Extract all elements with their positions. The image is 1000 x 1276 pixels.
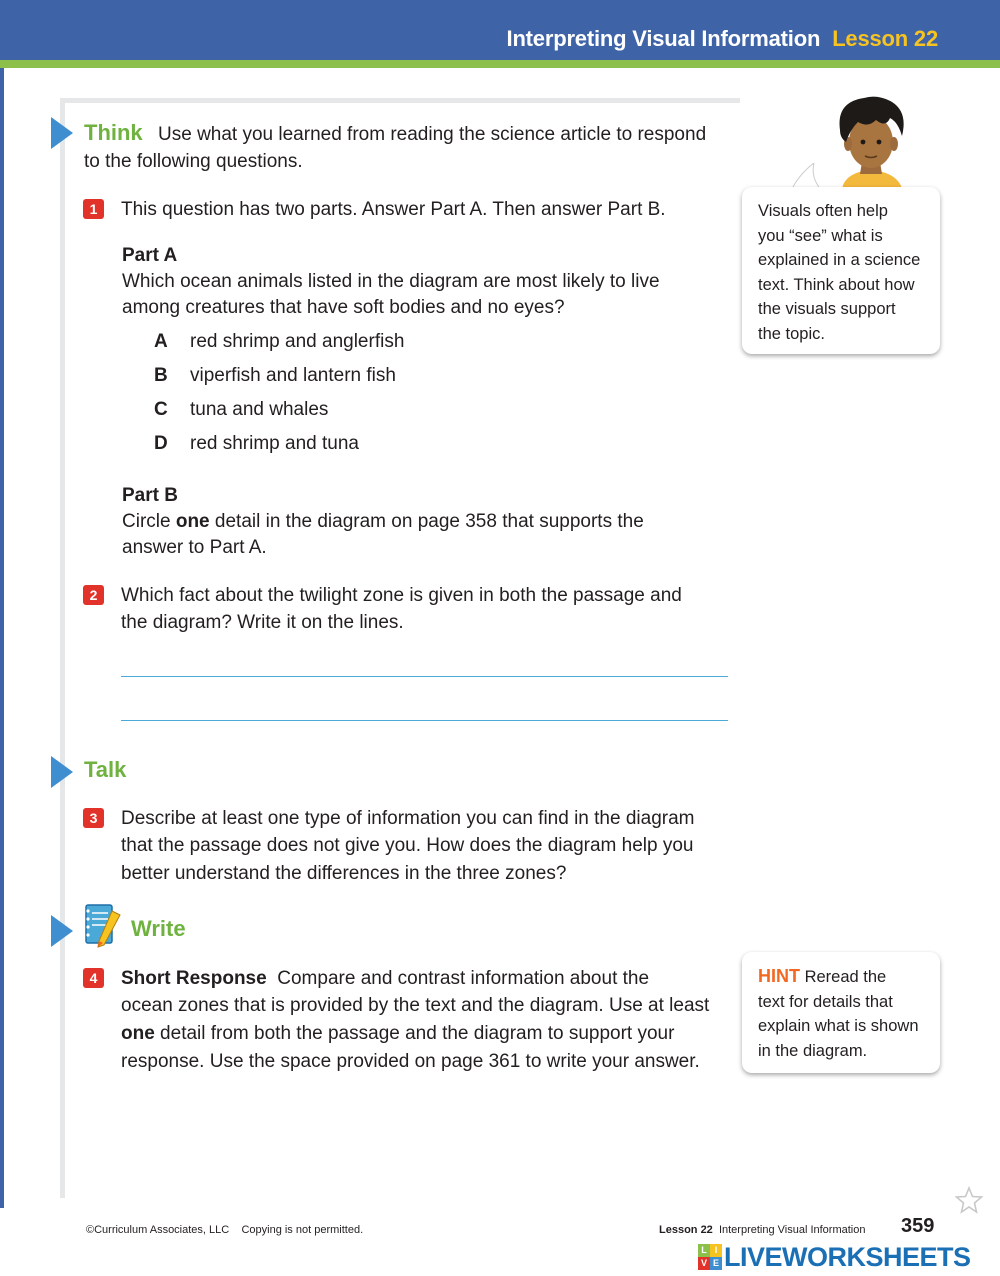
hint-line: text for details that — [758, 992, 893, 1011]
choice-text: red shrimp and anglerfish — [190, 331, 405, 352]
think-label: Think — [84, 120, 143, 145]
q3-line3: better understand the differences in the three zones? — [121, 863, 567, 884]
play-arrow-icon — [51, 117, 73, 149]
part-b-line1: Circle one detail in the diagram on page 358 that supports the — [122, 511, 644, 532]
question-number-badge: 2 — [83, 585, 104, 605]
q3-line2: that the passage does not give you. How does the diagram help you — [121, 835, 694, 856]
header-title — [507, 26, 938, 52]
think-intro-line1: Use what you learned from reading the science article to respond — [158, 124, 707, 145]
choice-letter: D — [154, 433, 168, 454]
liveworksheets-badge: L I V E — [698, 1244, 722, 1270]
answer-line[interactable] — [121, 676, 728, 677]
choice-text: red shrimp and tuna — [190, 433, 359, 454]
play-arrow-icon — [51, 756, 73, 788]
hint-word: HINT — [758, 966, 800, 986]
part-b-label: Part B — [122, 485, 178, 506]
tip-line: the topic. — [758, 324, 825, 343]
star-icon[interactable] — [955, 1186, 983, 1214]
question-number-badge: 3 — [83, 808, 104, 828]
choice-letter: A — [154, 331, 168, 352]
tip-bubble — [742, 187, 940, 354]
tip-line: explained in a science — [758, 251, 921, 269]
header-title-text: Interpreting Visual Information — [506, 26, 821, 51]
choice-letter: C — [154, 399, 168, 420]
write-label: Write — [131, 916, 186, 941]
q2-line2: the diagram? Write it on the lines. — [121, 612, 404, 633]
liveworksheets-wordmark: LIVEWORKSHEETS — [724, 1241, 971, 1272]
liveworksheets-logo[interactable] — [698, 1242, 971, 1272]
tip-line: Visuals often help — [758, 202, 888, 220]
answer-line[interactable] — [121, 720, 728, 721]
choice-letter: B — [154, 365, 168, 386]
q4-line1: Short Response Compare and contrast information about the — [121, 968, 650, 989]
tip-line: text. Think about how — [758, 275, 915, 294]
tip-line: the visuals support — [758, 300, 896, 318]
part-a-label: Part A — [122, 245, 178, 266]
hint-line: explain what is shown — [758, 1017, 919, 1035]
q1-prompt: This question has two parts. Answer Part A. Then answer Part B. — [121, 199, 666, 220]
q3-line1: Describe at least one type of information you can find in the diagram — [121, 808, 695, 829]
hint-line: HINT Reread the — [758, 966, 887, 986]
choice-text: viperfish and lantern fish — [190, 365, 396, 386]
q4-line2: ocean zones that is provided by the text and the diagram. Use at least — [121, 995, 710, 1016]
choice-text: tuna and whales — [190, 399, 329, 420]
header-accent-stripe — [0, 60, 1000, 68]
page-number: 359 — [901, 1215, 935, 1237]
q4-line3: one detail from both the passage and the diagram to support your — [121, 1023, 675, 1044]
part-a-line1: Which ocean animals listed in the diagram are most likely to live — [122, 271, 660, 292]
notebook-pencil-icon — [82, 901, 124, 949]
footer-copyright: ©Curriculum Associates, LLC Copying is not permitted. — [86, 1224, 364, 1236]
footer-lesson-info: Lesson 22 Interpreting Visual Information — [659, 1224, 866, 1236]
hint-line: in the diagram. — [758, 1041, 868, 1060]
part-b-line2: answer to Part A. — [122, 537, 267, 558]
tip-line: you “see” what is — [758, 226, 883, 245]
question-number-badge: 1 — [83, 199, 104, 219]
header-lesson: Lesson 22 — [832, 26, 938, 51]
student-avatar-icon — [828, 92, 914, 188]
q4-line4: response. Use the space provided on page 361 to write your answer. — [121, 1051, 700, 1072]
play-arrow-icon — [51, 915, 73, 947]
q2-line1: Which fact about the twilight zone is given in both the passage and — [121, 585, 682, 606]
hint-bubble — [742, 952, 940, 1073]
question-number-badge: 4 — [83, 968, 104, 988]
think-intro-line2: to the following questions. — [84, 151, 303, 172]
part-a-line2: among creatures that have soft bodies and no eyes? — [122, 297, 565, 318]
talk-label: Talk — [84, 757, 127, 782]
left-margin-rule — [0, 68, 4, 1208]
